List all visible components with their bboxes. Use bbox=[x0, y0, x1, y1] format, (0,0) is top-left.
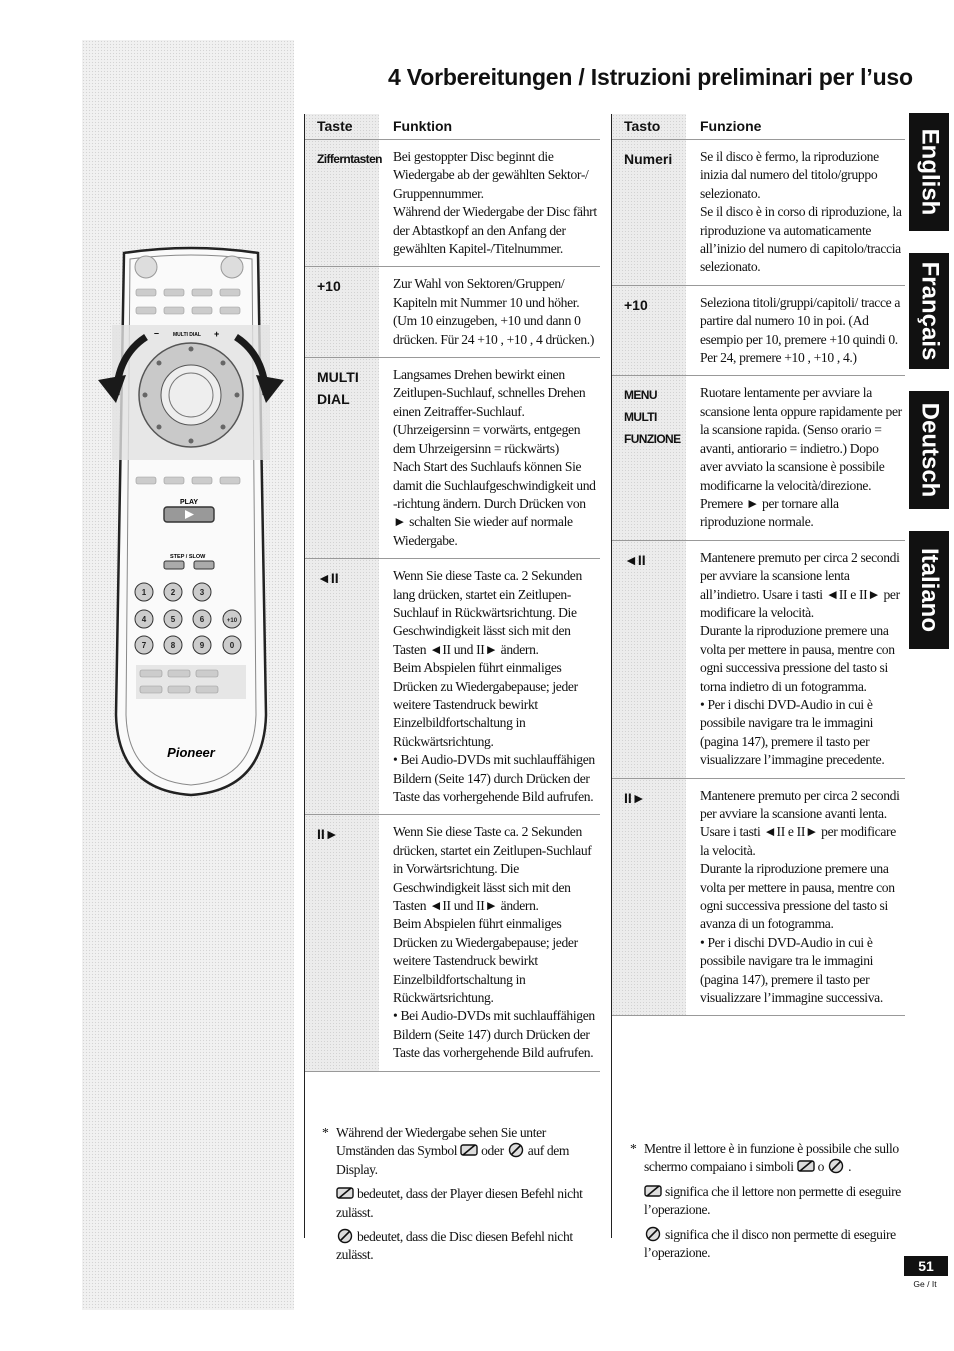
digit-3: 3 bbox=[199, 588, 205, 597]
page-number: 51 bbox=[904, 1256, 948, 1276]
pioneer-logo: Pioneer bbox=[167, 745, 215, 760]
tab-italiano[interactable] bbox=[909, 531, 949, 649]
footnote-paragraph bbox=[644, 1140, 906, 1177]
key-description: Se il disco è fermo, la riproduzione inizia dal numero del titolo/gruppo selezionato. Se il disco è in corso di riproduzione, la riproduzione va automaticamente all’inizio del numero di capitolo/traccia selezionato. bbox=[700, 149, 902, 275]
italian-col-key-header: Tasto bbox=[612, 114, 686, 139]
table-row bbox=[612, 541, 905, 779]
digit-plus10: +10 bbox=[226, 618, 238, 624]
tab-label: English bbox=[916, 128, 944, 216]
italian-col-desc-header: Funzione bbox=[700, 118, 762, 134]
footnote-text: auf dem Display. bbox=[336, 1143, 570, 1177]
key-label: ◄II bbox=[305, 559, 379, 814]
digit-1: 1 bbox=[141, 588, 147, 597]
footnote-text: significa che il disco non permette di eseguire l’operazione. bbox=[644, 1226, 896, 1261]
table-row bbox=[612, 286, 905, 377]
tab-deutsch[interactable] bbox=[909, 391, 949, 509]
italian-table-header bbox=[612, 114, 905, 140]
minus-label: – bbox=[154, 328, 160, 338]
german-col-desc-header: Funktion bbox=[393, 118, 453, 134]
digit-9: 9 bbox=[199, 641, 205, 650]
italian-footnote bbox=[630, 1140, 906, 1268]
key-label: MULTI DIAL bbox=[305, 358, 379, 558]
german-col-key-header: Taste bbox=[305, 114, 379, 139]
footnote-text: significa che il lettore non permette di eseguire l’operazione. bbox=[644, 1183, 901, 1218]
footnote-text: oder bbox=[481, 1143, 504, 1159]
italian-function-table bbox=[611, 114, 905, 1238]
player-prohibited-icon bbox=[460, 1142, 478, 1158]
table-row bbox=[612, 779, 905, 1017]
footnote-text: bedeutet, dass die Disc diesen Befehl nicht zulässt. bbox=[336, 1229, 573, 1263]
player-prohibited-icon bbox=[797, 1158, 815, 1174]
key-label: Numeri bbox=[612, 140, 686, 285]
german-footnote bbox=[322, 1124, 598, 1271]
table-row bbox=[305, 815, 600, 1071]
key-label: II► bbox=[305, 815, 379, 1070]
disc-prohibited-icon bbox=[336, 1228, 354, 1244]
tab-label: Français bbox=[916, 261, 943, 361]
table-row bbox=[612, 140, 905, 286]
language-code: Ge / It bbox=[913, 1279, 937, 1289]
footnote-paragraph bbox=[336, 1185, 598, 1222]
key-description: Wenn Sie diese Taste ca. 2 Sekunden drücken, startet ein Zeitlupen-Suchlauf in Vorwärtsrichtung. Die Geschwindigkeit lässt sich mit den Tasten ◄II und II► ändern. Beim Abspielen führt einmaliges Drücken zu Wiedergabepause; jeder weitere Tastendruck bewirkt Einzelbildfortschaltung in Rückwärtsrichtung. • Bei Audio-DVDs mit suchlauffähigen Bildern (Seite 147) durch Drücken der Taste das vorhergehende Bild aufrufen. bbox=[393, 824, 595, 1061]
digit-2: 2 bbox=[170, 588, 176, 597]
footnote-text: . bbox=[848, 1159, 852, 1175]
german-function-table bbox=[304, 114, 600, 1238]
footnote-paragraph bbox=[644, 1183, 906, 1220]
footnote-paragraph bbox=[644, 1226, 906, 1263]
digit-0: 0 bbox=[229, 641, 235, 650]
table-row bbox=[305, 559, 600, 815]
digit-8: 8 bbox=[170, 641, 176, 650]
footnote-text: o bbox=[817, 1159, 825, 1175]
key-description: Zur Wahl von Sektoren/Gruppen/ Kapiteln mit Nummer 10 und höher. (Um 10 einzugeben, +10 und dann 0 drücken. Für 24 +10 , +10 , 4 drücken.) bbox=[393, 276, 595, 347]
key-label: Zifferntasten bbox=[305, 140, 379, 266]
footnote-text: Mentre il lettore è in funzione è possibile che sullo schermo compaiano i simboli bbox=[644, 1141, 899, 1175]
tab-label: Deutsch bbox=[916, 402, 943, 498]
key-label: +10 bbox=[305, 267, 379, 357]
page-title: 4 Vorbereitungen / Istruzioni preliminari per l’uso bbox=[388, 64, 913, 90]
player-prohibited-icon bbox=[644, 1183, 662, 1199]
tab-francais[interactable] bbox=[909, 253, 949, 369]
key-description: Ruotare lentamente per avviare la scansione lenta oppure rapidamente per la scansione rapida. (Senso orario = avanti, antiorario = indietro.) Dopo aver avviato la scansione è possibile modificarne la velocità/direzione. Premere ► per tornare alla riproduzione normale. bbox=[700, 385, 902, 530]
footnote-paragraph bbox=[336, 1124, 598, 1179]
step-slow-label: STEP / SLOW bbox=[170, 554, 206, 560]
key-label: +10 bbox=[612, 286, 686, 376]
disc-prohibited-icon bbox=[827, 1158, 845, 1174]
digit-6: 6 bbox=[199, 615, 205, 624]
key-description: Langsames Drehen bewirkt einen Zeitlupen-Suchlauf, schnelles Drehen einen Zeitraffer-Suchlauf. (Uhrzeigersinn = vorwärts, entgegen dem Uhrzeigersinn = rückwärts) Nach Start des Suchlaufs können Sie damit die Suchlaufgeschwindigkeit und -richtung ändern. Durch Drücken von ► schalten Sie wieder auf normale Wiedergabe. bbox=[393, 367, 596, 548]
play-label: PLAY bbox=[180, 499, 199, 506]
key-description: Mantenere premuto per circa 2 secondi per avviare la scansione avanti lenta. Usare i tasti ◄II e II► per modificare la velocità. Durante la riproduzione premere una volta per mettere in pausa, mentre con ogni successiva pressione del tasto si avanza di un fotogramma. • Per i dischi DVD-Audio in cui è possibile navigare tra le immagini (pagina 147), premere il tasto per visualizzare l’immagine successiva. bbox=[700, 787, 900, 1006]
tab-english[interactable] bbox=[909, 113, 949, 231]
key-description: Mantenere premuto per circa 2 secondi per avviare la scansione lenta all’indietro. Usare i tasti ◄II e II► per modificare la velocità. Durante la riproduzione premere una volta per mettere in pausa, mentre con ogni successiva pressione del tasto si torna indietro di un fotogramma. • Per i dischi DVD-Audio in cui è possibile navigare tra le immagini (pagina 147), premere il tasto per visualizzare l’immagine precedente. bbox=[700, 549, 900, 768]
multi-dial-label: MULTI DIAL bbox=[173, 332, 201, 338]
key-description: Bei gestoppter Disc beginnt die Wiedergabe ab der gewählten Sektor-/ Gruppennummer. Während der Wiedergabe der Disc fährt der Abtastkopf an den Anfang der gewählten Kapitel-/Titelnummer. bbox=[393, 149, 597, 257]
digit-7: 7 bbox=[141, 641, 147, 650]
player-prohibited-icon bbox=[336, 1185, 354, 1201]
digit-4: 4 bbox=[141, 615, 147, 624]
key-description: Wenn Sie diese Taste ca. 2 Sekunden lang drücken, startet ein Zeitlupen-Suchlauf in Rückwärtsrichtung. Die Geschwindigkeit lässt sich mit den Tasten ◄II und II► ändern. Beim Abspielen führt einmaliges Drücken zu Wiedergabepause; jeder weitere Tastendruck bewirkt Einzelbildfortschaltung in Rückwärtsrichtung. • Bei Audio-DVDs mit suchlauffähigen Bildern (Seite 147) durch Drücken der Taste das vorhergehende Bild aufrufen. bbox=[393, 568, 595, 804]
plus-label: + bbox=[214, 329, 220, 339]
disc-prohibited-icon bbox=[644, 1226, 662, 1242]
table-row bbox=[305, 358, 600, 559]
remote-control-illustration bbox=[96, 245, 286, 805]
table-row bbox=[305, 267, 600, 358]
table-row bbox=[305, 140, 600, 267]
footnote-asterisk: * bbox=[322, 1125, 329, 1140]
key-label: MENU MULTI FUNZIONE bbox=[612, 376, 686, 539]
digit-5: 5 bbox=[170, 615, 176, 624]
tab-label: Italiano bbox=[916, 547, 944, 633]
table-row bbox=[612, 376, 905, 540]
key-label: ◄II bbox=[612, 541, 686, 778]
key-description: Seleziona titoli/gruppi/capitoli/ tracce a partire dal numero 10 in poi. (Ad esempio per 10, premere +10 quindi 0. Per 24, premere +10 , +10 , 4.) bbox=[700, 294, 901, 366]
footnote-text: bedeutet, dass der Player diesen Befehl nicht zulässt. bbox=[336, 1186, 583, 1220]
disc-prohibited-icon bbox=[507, 1142, 525, 1158]
footnote-paragraph bbox=[336, 1228, 598, 1265]
footnote-asterisk: * bbox=[630, 1141, 637, 1156]
german-table-header bbox=[305, 114, 600, 140]
footnote-text: Während der Wiedergabe sehen Sie unter Umständen das Symbol bbox=[336, 1125, 546, 1159]
key-label: II► bbox=[612, 779, 686, 1016]
